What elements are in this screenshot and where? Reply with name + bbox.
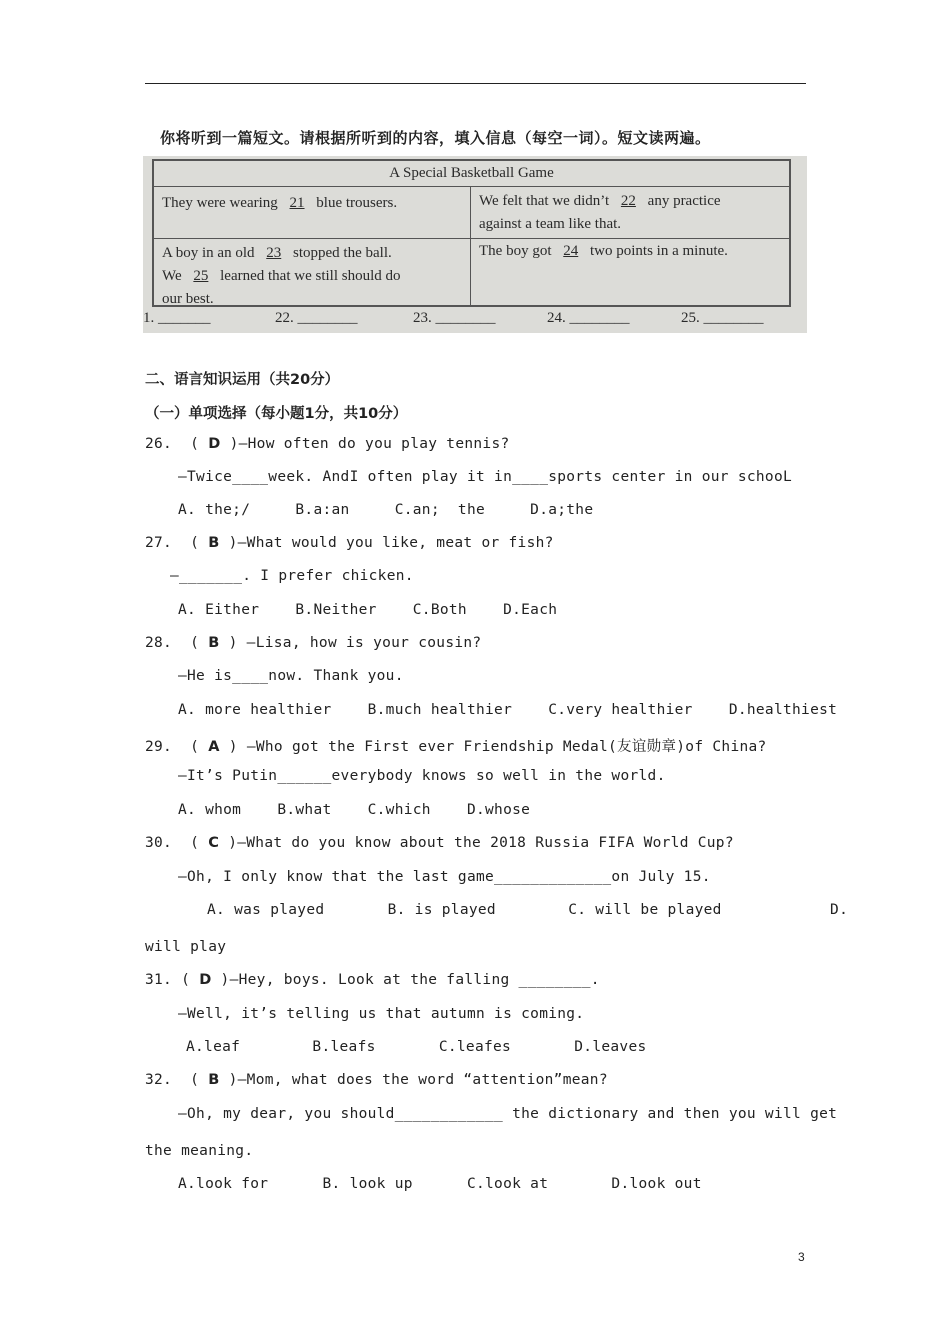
- question-30-line2: —Oh, I only know that the last game_____________on July 15.: [178, 869, 711, 885]
- cell-22: We felt that we didn’t 22 any practice against a team like that.: [479, 193, 721, 232]
- table-photo: [143, 156, 807, 333]
- cell-21: They were wearing 21 blue trousers.: [162, 195, 398, 211]
- answer-31: D: [199, 972, 212, 988]
- question-32-line2: —Oh, my dear, you should____________ the dictionary and then you will get: [178, 1106, 838, 1122]
- question-29: 29. ( A ) —Who got the First ever Friendship Medal(友谊勋章)of China?: [145, 739, 767, 755]
- question-28-options: A. more healthier B.much healthier C.very healthier D.healthiest: [178, 702, 838, 718]
- question-30-options-cont: will play: [145, 939, 227, 955]
- cell-23: A boy in an old 23 stopped the ball.: [162, 245, 392, 261]
- answer-32: B: [208, 1072, 220, 1088]
- question-32-options: A.look for B. look up C.look at D.look out: [178, 1176, 702, 1192]
- page-number: 3: [798, 1250, 805, 1264]
- answer-blank-25: 25. ________: [681, 310, 764, 326]
- listening-instruction: 你将听到一篇短文。请根据所听到的内容，填入信息（每空一词）。短文读两遍。: [160, 129, 711, 147]
- question-29-line2: —It’s Putin______everybody knows so well in the world.: [178, 768, 666, 784]
- answer-blank-24: 24. ________: [547, 310, 630, 326]
- answer-29: A: [208, 739, 220, 755]
- cell-25: We 25 learned that we still should do our best.: [162, 268, 401, 307]
- question-30: 30. ( C )—What do you know about the 2018 Russia FIFA World Cup?: [145, 835, 734, 851]
- answer-28: B: [208, 635, 220, 651]
- question-32: 32. ( B )—Mom, what does the word “attention”mean?: [145, 1072, 608, 1088]
- answer-30: C: [208, 835, 220, 851]
- table-title: A Special Basketball Game: [154, 161, 789, 187]
- subsection-title: （一）单项选择（每小题1分，共10分）: [145, 406, 408, 422]
- question-28: 28. ( B ) —Lisa, how is your cousin?: [145, 635, 482, 651]
- question-30-options: A. was played B. is played C. will be played D.: [207, 902, 849, 918]
- question-32-line3: the meaning.: [145, 1143, 254, 1159]
- question-28-line2: —He is____now. Thank you.: [178, 668, 404, 684]
- answer-blank-23: 23. ________: [413, 310, 496, 326]
- answer-blank-22: 22. ________: [275, 310, 358, 326]
- question-29-options: A. whom B.what C.which D.whose: [178, 802, 531, 818]
- question-27: 27. ( B )—What would you like, meat or fish?: [145, 535, 554, 551]
- question-26: 26. ( D )—How often do you play tennis?: [145, 436, 510, 452]
- question-31-options: A.leaf B.leafs C.leafes D.leaves: [186, 1039, 647, 1055]
- header-rule: [145, 83, 806, 84]
- question-26-line2: —Twice____week. AndI often play it in____sports center in our schooL: [178, 469, 793, 485]
- question-27-options: A. Either B.Neither C.Both D.Each: [178, 602, 558, 618]
- answer-blank-1: 1. _______: [143, 310, 211, 326]
- question-31-line2: —Well, it’s telling us that autumn is coming.: [178, 1006, 585, 1022]
- answer-27: B: [208, 535, 220, 551]
- cell-24: The boy got 24 two points in a minute.: [479, 243, 728, 259]
- listening-table: [152, 159, 791, 307]
- question-27-line2: —_______. I prefer chicken.: [170, 568, 414, 584]
- section-title: 二、语言知识运用（共20分）: [145, 372, 340, 388]
- question-26-options: A. the;/ B.a:an C.an; the D.a;the: [178, 502, 594, 518]
- question-31: 31. ( D )—Hey, boys. Look at the falling ________.: [145, 972, 600, 988]
- answer-26: D: [208, 436, 221, 452]
- table-divider-horizontal: [154, 238, 789, 239]
- table-divider-vertical: [470, 186, 471, 307]
